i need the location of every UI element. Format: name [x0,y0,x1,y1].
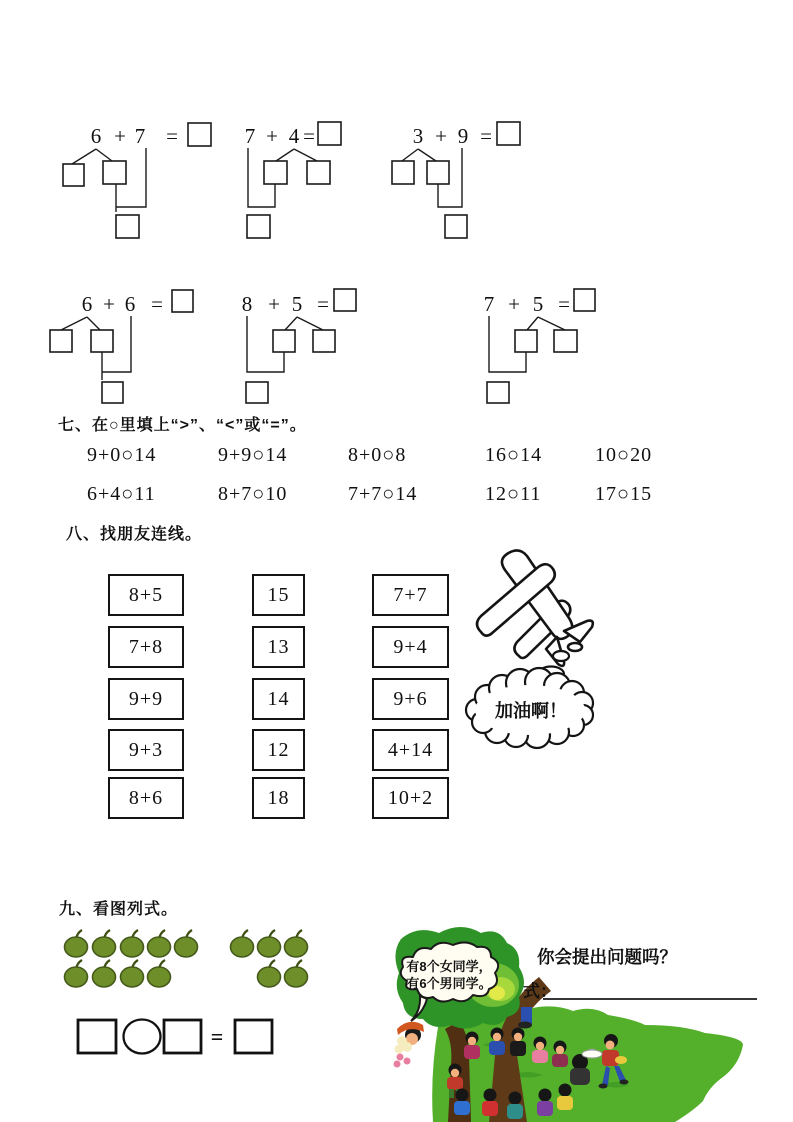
decomp-problem-1 [63,123,211,238]
branch-lines [527,317,565,330]
equation-box-first [78,1020,116,1053]
cheer-text: 加油啊！ [495,701,567,721]
plus-sign: + [114,124,126,148]
decomposition-problems [0,0,793,430]
comparison-item: 9+0○14 [87,444,157,466]
match-value-box: 12 [252,729,305,771]
comparison-item: 16○14 [485,444,543,466]
airplane-icon [477,550,593,665]
addend-b: 5 [291,292,303,316]
sum-box [102,382,123,403]
answer-box [318,122,341,145]
match-left-box: 9+3 [108,729,184,771]
match-left-box: 7+8 [108,626,184,668]
comparison-item: 8+0○8 [348,444,407,466]
section7-heading: 七、在○里填上“>”、“<”或“=”。 [58,417,307,434]
apples-left-group [65,930,198,987]
branch-lines [61,317,100,330]
addend-a: 8 [241,292,253,316]
speech-line-1: 有8个女同学， [406,959,492,974]
child-figure [570,1054,590,1085]
answer-box [497,122,520,145]
child-figure [537,1089,553,1117]
match-right-box: 10+2 [372,777,449,819]
part-box-right [307,161,330,184]
match-left-box: 8+6 [108,777,184,819]
addend-a: 7 [244,124,256,148]
answer-box [188,123,211,146]
match-value-box: 18 [252,777,305,819]
match-right-box: 4+14 [372,729,449,771]
answer-box [172,290,193,312]
part-box-right [313,330,335,352]
comparison-item: 7+7○14 [348,483,418,505]
branch-lines [276,149,317,161]
sum-box [246,382,268,403]
plus-sign: + [266,124,278,148]
part-box-right [554,330,577,352]
match-value-box: 14 [252,678,305,720]
child-figure [510,1028,526,1057]
equals-sign: = [480,124,492,148]
part-box-right [427,161,449,184]
addend-b: 7 [134,124,146,148]
match-right-box: 7+7 [372,574,449,616]
addend-b: 6 [124,292,136,316]
addend-a: 6 [90,124,102,148]
match-left-box: 9+9 [108,678,184,720]
section9-heading: 九、看图列式。 [59,901,179,918]
decomp-problem-4 [50,290,193,403]
addend-a: 6 [81,292,93,316]
equation-box-second [164,1020,201,1053]
match-left-box: 8+5 [108,574,184,616]
child-figure [557,1084,573,1111]
scan-clip-strip [525,925,793,947]
sum-box [445,215,467,238]
part-box-left [392,161,414,184]
comparison-item: 6+4○11 [87,483,156,505]
child-figure [507,1092,523,1120]
decomp-problem-2 [245,122,341,238]
cheer-cloud [466,668,593,748]
match-value-box: 13 [252,626,305,668]
apples-right-group [231,930,308,987]
equals-sign: = [166,124,178,148]
comparison-item: 8+7○10 [218,483,288,505]
teacher-figure [394,1022,425,1068]
decomp-problem-3 [392,122,520,238]
branch-lines [402,149,436,161]
part-box-left [50,330,72,352]
part-box-left [273,330,295,352]
addend-a: 7 [483,292,495,316]
equals-sign: = [303,124,315,148]
plus-sign: + [103,292,115,316]
equals-sign: = [151,292,163,316]
match-right-box: 9+4 [372,626,449,668]
question-text: 你会提出问题吗？ [537,947,677,967]
match-right-box: 9+6 [372,678,449,720]
equation-result-box [235,1020,272,1053]
part-box-right [103,161,126,184]
part-box-right [91,330,113,352]
equals-sign: = [317,292,329,316]
decomp-problem-5 [242,289,356,403]
comparison-item: 9+9○14 [218,444,288,466]
airplane-illustration [455,540,625,755]
child-figure [454,1089,470,1116]
sum-box [116,215,139,238]
equation-operator-circle [124,1020,161,1054]
speech-line-2: 有6个男同学。 [406,976,492,991]
decomp-problem-6 [484,289,595,403]
answer-box [574,289,595,311]
comparison-item: 10○20 [595,444,653,466]
addend-b: 5 [532,292,544,316]
cartoon-illustration [393,925,793,1122]
comparison-item: 12○11 [485,483,542,505]
plus-sign: + [268,292,280,316]
equation-equals: = [210,1024,224,1049]
comparison-item: 17○15 [595,483,653,505]
addend-b: 9 [457,124,469,148]
plus-sign: + [508,292,520,316]
branch-lines [285,317,323,330]
formula-label: 式： [523,982,557,1001]
addend-a: 3 [412,124,424,148]
sum-box [487,382,509,403]
match-value-box: 15 [252,574,305,616]
child-figure [482,1089,498,1117]
addend-b: 4 [288,124,300,148]
equation-template [60,1012,300,1068]
part-box-left [63,164,84,186]
answer-box [334,289,356,311]
section8-heading: 八、找朋友连线。 [66,526,203,543]
part-box-left [515,330,537,352]
sum-box [247,215,270,238]
plus-sign: + [435,124,447,148]
part-box-left [264,161,287,184]
equals-sign: = [558,292,570,316]
